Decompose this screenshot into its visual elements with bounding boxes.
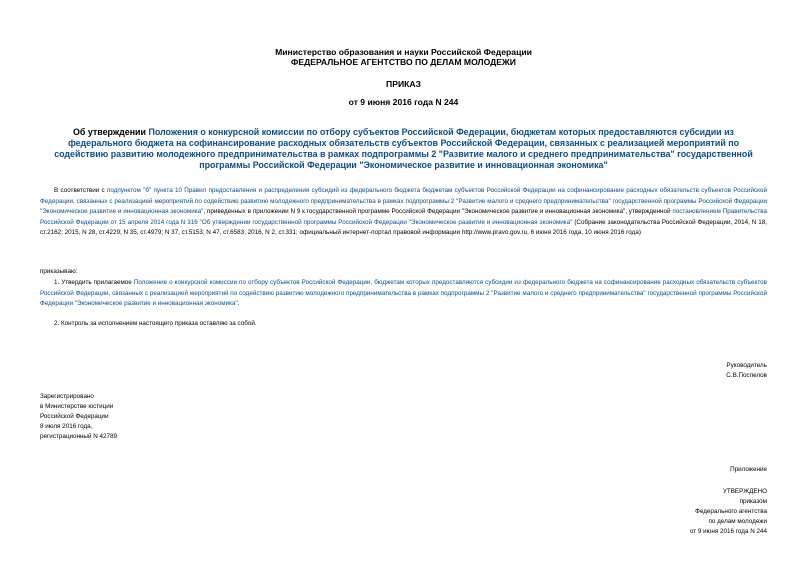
order-item-1-end: . (237, 300, 240, 307)
order-item-1 (40, 278, 767, 310)
document-type: ПРИКАЗ (386, 79, 421, 89)
order-item-1-regulation-link[interactable]: Положение о конкурсной комиссии по отбору субъектов Российской Федерации, бюджетам которых предоставляются субсидии из федерального бюджета на софинансирование расходных обязательств субъектов Российской Федерации, связанных с реализацией мероприятий по содействию развитию молодежного предпринимательства в рамках подпрограммы 2 "Развитие малого и среднего предпринимательства" государственной программы Российской Федерации "Экономическое развитие и инновационная экономика" (40, 279, 767, 307)
title-prefix: Об утверждении (73, 127, 149, 137)
preamble-text-1: В соответствии с (54, 187, 107, 194)
approved-line-1: УТВЕРЖДЕНО (722, 488, 767, 495)
document-title (52, 127, 755, 171)
preamble-text-3: (Собрание законодательства Российской Федерации, 2014, N 18, ст.2162; 2015, N 28, ст.4229; N 35, ст.4979; N 37, ст.5153; N 47, ст.6583; 2016, N 2, ст.331; официальный интернет-портал правовой информации http://www.pravo.gov.ru, 6 июня 2016 года, 10 июня 2016 года) (40, 218, 767, 236)
registration-line-5: регистрационный N 42789 (40, 433, 118, 440)
document-date-number: от 9 июня 2016 года N 244 (348, 97, 459, 107)
signature-name: С.В.Поспелов (726, 372, 767, 379)
approved-line-4: по делам молодежи (708, 518, 767, 525)
approved-line-3: Федерального агентства (695, 508, 767, 515)
ministry-name: Министерство образования и науки Российской Федерации (275, 47, 532, 57)
preamble-rules-link[interactable]: подпунктом "б" пункта 10 Правил предоставления и распределения субсидий из федерального бюджета бюджетам субъектов Российской Федерации на софинансирование расходных обязательств субъектов Российской Федерации, связанных с реализацией мероприятий по содействию развитию молодежного предпринимательства в рамках подпрограммы 2 "Развитие малого и среднего предпринимательства" государственной программы Российской Федерации "Экономическое развитие и инновационная экономика" (40, 187, 767, 215)
approved-line-5: от 9 июня 2016 года N 244 (689, 528, 767, 535)
preamble-resolution-link[interactable]: постановлением Правительства Российской Федерации от 15 апреля 2014 года N 316 "Об утверждении государственной программы Российской Федерации "Экономическое развитие и инновационная экономика" (40, 208, 767, 226)
signature-position: Руководитель (726, 362, 767, 369)
signature-block (726, 361, 767, 381)
approved-block (690, 487, 767, 537)
registration-line-1: Зарегистрировано (40, 393, 94, 400)
orders-label: приказываю: (40, 268, 78, 275)
approved-line-2: приказом (739, 498, 767, 505)
order-item-2: 2. Контроль за исполнением настоящего приказа оставляю за собой. (54, 320, 257, 327)
registration-line-2: в Министерстве юстиции (40, 403, 114, 410)
title-regulation-link[interactable]: Положения о конкурсной комиссии по отбору субъектов Российской Федерации, бюджетам которых предоставляются субсидии из федерального бюджета на софинансирование расходных обязательств субъектов Российской Федерации, связанных с реализацией мероприятий по содействию развитию молодежного предпринимательства в рамках подпрограммы 2 "Развитие малого и среднего предпринимательства" государственной программы Российской Федерации "Экономическое развитие и инновационная экономика" (54, 127, 753, 170)
appendix-label: Приложение (730, 466, 767, 473)
preamble-text-2: , приведенных в приложении N 9 к государственной программе Российской Федерации "Экономическое развитие и инновационная экономика", утвержденной (203, 208, 673, 215)
document-header (40, 47, 767, 67)
registration-line-4: 8 июля 2016 года, (40, 423, 93, 430)
registration-line-3: Российской Федерации (40, 413, 109, 420)
order-item-1-text: 1. Утвердить прилагаемое (54, 279, 134, 286)
agency-name: ФЕДЕРАЛЬНОЕ АГЕНТСТВО ПО ДЕЛАМ МОЛОДЕЖИ (291, 57, 516, 67)
registration-block (40, 392, 117, 442)
preamble-paragraph (40, 186, 767, 239)
